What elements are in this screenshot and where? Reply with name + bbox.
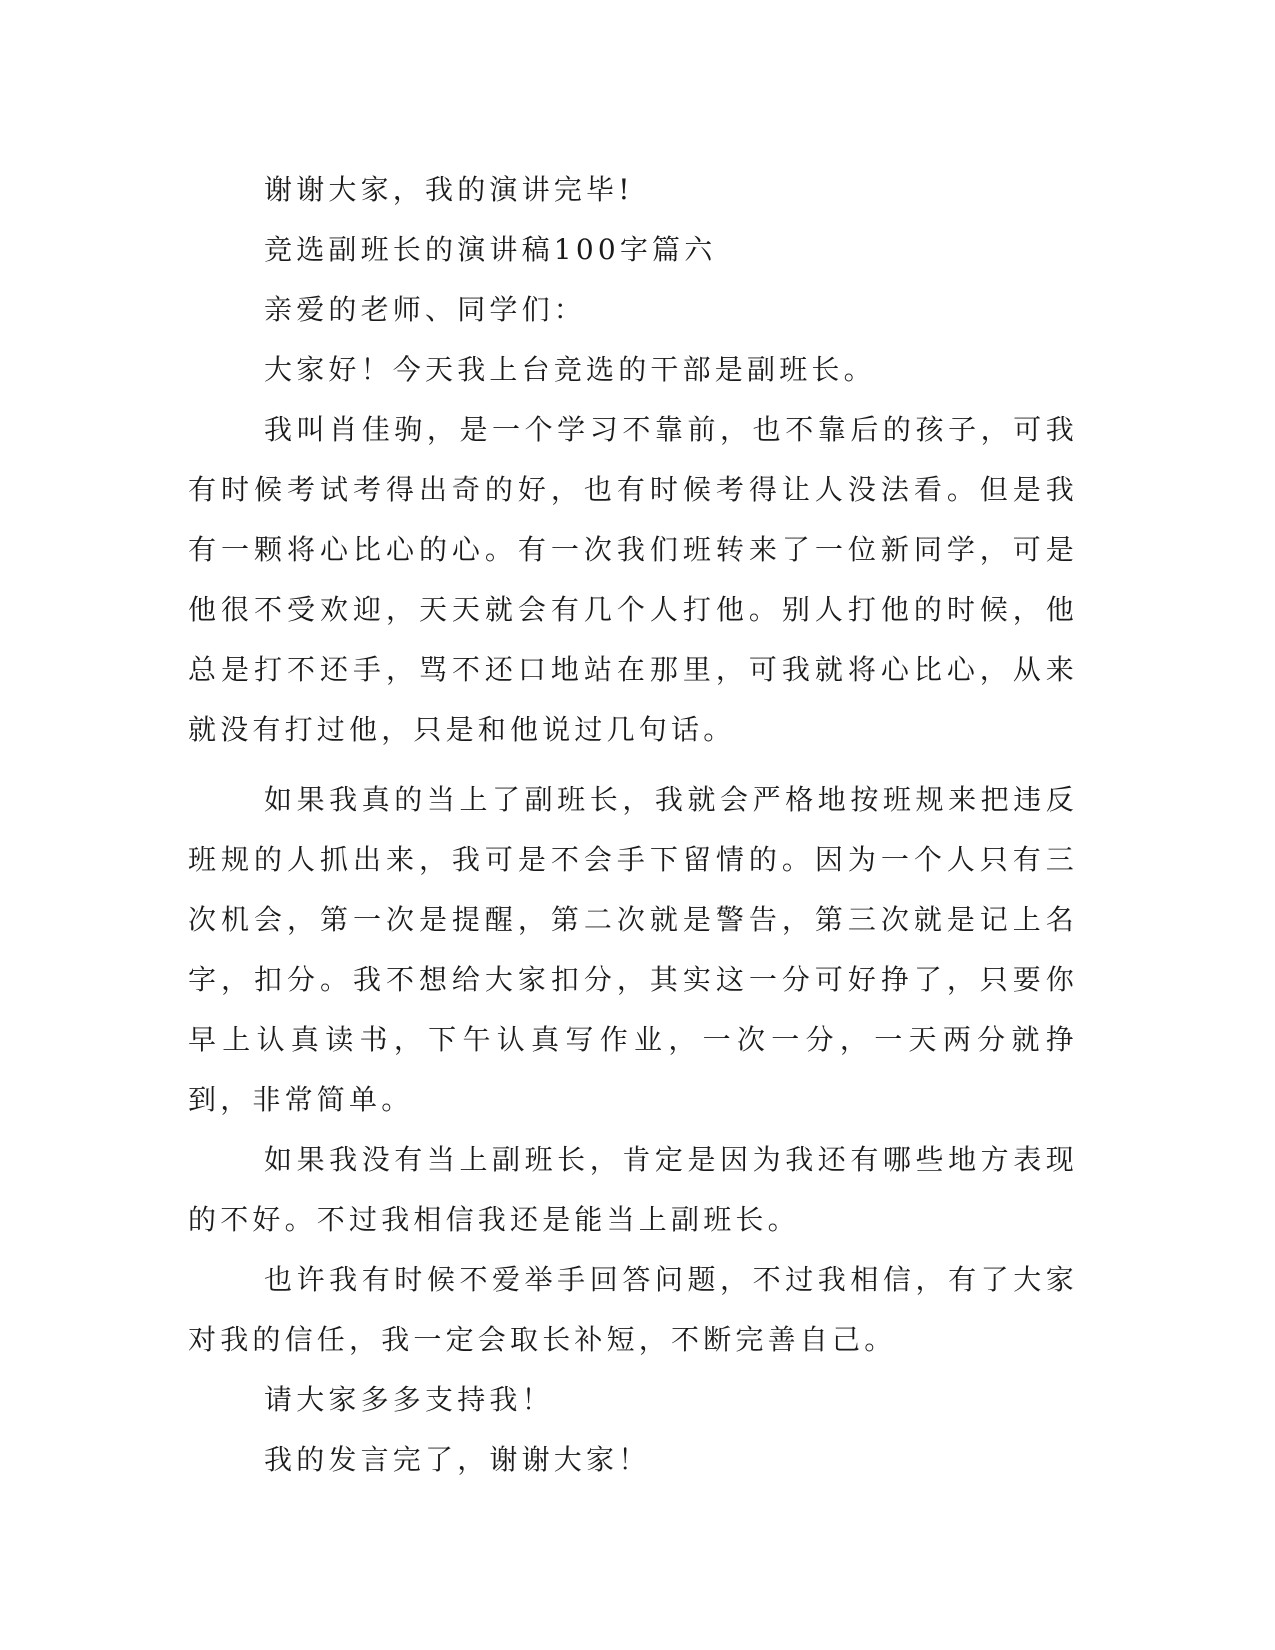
if-elected-paragraph: 如果我真的当上了副班长，我就会严格地按班规来把违反班规的人抓出来，我可是不会手下留情的。因为一个人只有三次机会，第一次是提醒，第二次就是警告，第三次就是记上名字，扣分。我不想给大家扣分，其实这一分可好挣了，只要你早上认真读书，下午认真写作业，一次一分，一天两分就挣到，非常简单。: [188, 783, 1078, 1116]
if-not-elected-paragraph: 如果我没有当上副班长，肯定是因为我还有哪些地方表现的不好。不过我相信我还是能当上副班长。: [188, 1143, 1078, 1236]
final-thanks: 我的发言完了，谢谢大家！: [264, 1443, 651, 1476]
salutation: 亲爱的老师、同学们：: [264, 293, 587, 326]
document-body: [188, 160, 1078, 1490]
support-request: 请大家多多支持我！: [264, 1383, 554, 1416]
section-title: 竞选副班长的演讲稿100字篇六: [264, 233, 717, 266]
closing-thanks: 谢谢大家，我的演讲完毕!: [264, 173, 634, 206]
self-introduction-paragraph: 我叫肖佳驹，是一个学习不靠前，也不靠后的孩子，可我有时候考试考得出奇的好，也有时候考得让人没法看。但是我有一颗将心比心的心。有一次我们班转来了一位新同学，可是他很不受欢迎，天天就会有几个人打他。别人打他的时候，他总是打不还手，骂不还口地站在那里，可我就将心比心，从来就没有打过他，只是和他说过几句话。: [188, 413, 1078, 746]
commitment-paragraph: 也许我有时候不爱举手回答问题，不过我相信，有了大家对我的信任，我一定会取长补短，不断完善自己。: [188, 1263, 1078, 1356]
greeting-paragraph: 大家好！今天我上台竞选的干部是副班长。: [264, 353, 876, 386]
